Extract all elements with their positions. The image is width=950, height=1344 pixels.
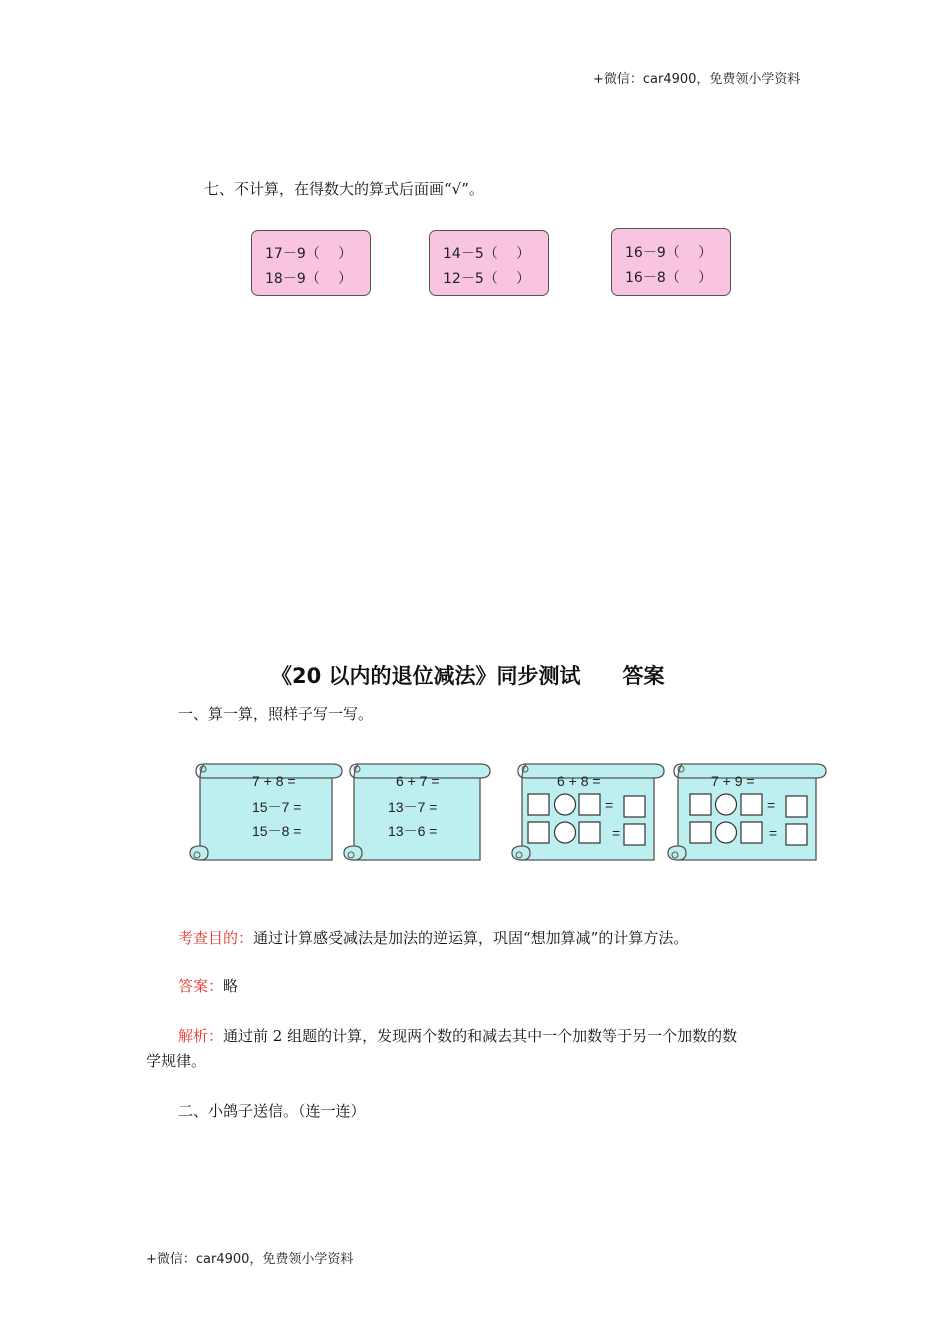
equals-sign: = xyxy=(612,825,621,841)
scroll-card-4 xyxy=(664,756,832,868)
purpose-paragraph xyxy=(178,927,688,948)
compare-line: 18－9（ ） xyxy=(265,271,353,287)
answers-title: 《20 以内的退位减法》同步测试 答案 xyxy=(271,664,665,688)
header-watermark: +微信：car4900，免费领小学资料 xyxy=(593,72,801,87)
compare-box-1 xyxy=(251,230,371,296)
q1-heading: 一、算一算，照样子写一写。 xyxy=(178,705,374,723)
scroll-equation: 13－7 = xyxy=(388,799,438,815)
scroll-equation: 13－6 = xyxy=(388,823,438,839)
footer-watermark: +微信：car4900，免费领小学资料 xyxy=(146,1252,354,1267)
scroll-equation: 7 + 8 = xyxy=(252,773,296,789)
compare-line: 16－8（ ） xyxy=(625,270,713,286)
compare-box-2 xyxy=(429,230,549,296)
analysis-continuation: 学规律。 xyxy=(146,1052,207,1070)
compare-line: 17－9（ ） xyxy=(265,246,353,262)
equals-sign: = xyxy=(767,797,776,813)
equals-sign: = xyxy=(605,797,614,813)
scroll-equation: 6 + 8 = xyxy=(557,773,601,789)
answer-label: 答案： xyxy=(178,977,224,995)
purpose-text: 通过计算感受减法是加法的逆运算，巩固“想加算减”的计算方法。 xyxy=(253,929,689,947)
scroll-equation: 7 + 9 = xyxy=(711,773,755,789)
compare-line: 14－5（ ） xyxy=(443,246,531,262)
scroll-equation: 15－8 = xyxy=(252,823,302,839)
answer-paragraph xyxy=(178,975,238,996)
scroll-card-2 xyxy=(340,756,496,868)
compare-box-3 xyxy=(611,228,731,296)
purpose-label: 考查目的： xyxy=(178,929,254,947)
scroll-equation: 6 + 7 = xyxy=(396,773,440,789)
analysis-text: 通过前 2 组题的计算，发现两个数的和减去其中一个加数等于另一个加数的数 xyxy=(223,1027,738,1045)
scroll-card-1 xyxy=(186,756,348,868)
section7-heading: 七、不计算，在得数大的算式后面画“√”。 xyxy=(204,180,484,198)
scroll-equation: 15－7 = xyxy=(252,799,302,815)
equals-sign: = xyxy=(769,825,778,841)
compare-line: 12－5（ ） xyxy=(443,271,531,287)
answer-text: 略 xyxy=(223,977,239,995)
analysis-paragraph xyxy=(178,1025,737,1046)
scroll-card-3 xyxy=(508,756,670,868)
q2-heading: 二、小鸽子送信。（连一连） xyxy=(178,1102,366,1120)
analysis-label: 解析： xyxy=(178,1027,224,1045)
compare-line: 16－9（ ） xyxy=(625,245,713,261)
